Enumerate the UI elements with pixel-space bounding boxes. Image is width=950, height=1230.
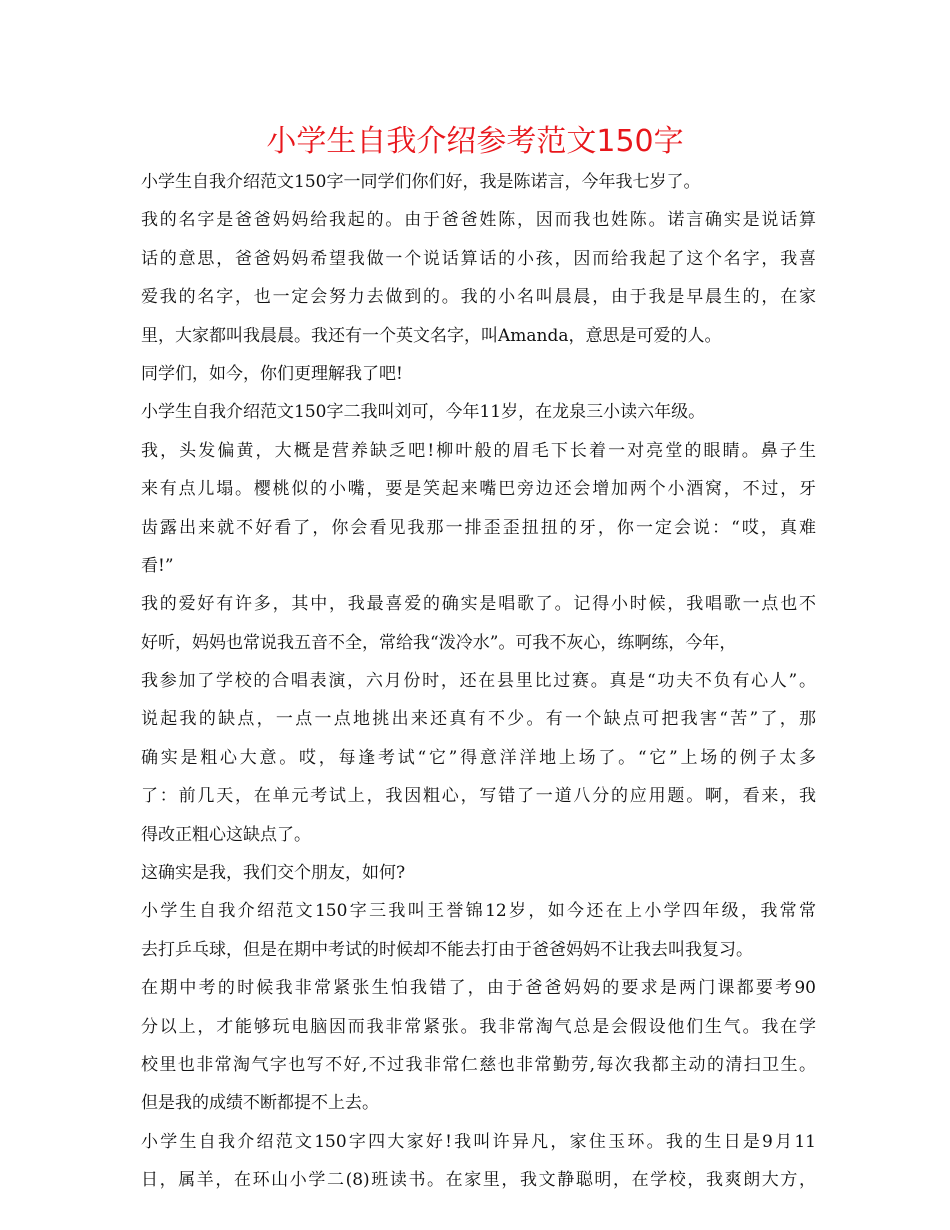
text-line: 同学们，如今，你们更理解我了吧! [141,363,403,384]
text-line: 我的名字是爸爸妈妈给我起的。由于爸爸姓陈，因而我也姓陈。诺言确实是说话算 [141,210,816,231]
text-line: 小学生自我介绍范文150字三我叫王誉锦12岁，如今还在上小学四年级，我常常 [141,901,816,922]
text-line: 看!” [141,555,174,576]
text-line: 我的爱好有许多，其中，我最喜爱的确实是唱歌了。记得小时候，我唱歌一点也不 [141,594,816,615]
text-line: 去打乒乓球，但是在期中考试的时候却不能去打由于爸爸妈妈不让我去叫我复习。 [141,939,753,960]
text-line: 分以上，才能够玩电脑因而我非常紧张。我非常淘气总是会假设他们生气。我在学 [141,1016,816,1037]
text-line: 小学生自我介绍范文150字四大家好!我叫许异凡，家住玉环。我的生日是9月11 [141,1131,816,1152]
text-line: 日，属羊，在环山小学二(8)班读书。在家里，我文静聪明，在学校，我爽朗大方， [141,1170,816,1191]
text-line: 爱我的名字，也一定会努力去做到的。我的小名叫晨晨，由于我是早晨生的，在家 [141,287,816,308]
text-line: 小学生自我介绍范文150字二我叫刘可，今年11岁，在龙泉三小读六年级。 [141,402,706,423]
text-line: 来有点儿塌。樱桃似的小嘴，要是笑起来嘴巴旁边还会增加两个小酒窝，不过，牙 [141,479,816,500]
text-line: 我，头发偏黄，大概是营养缺乏吧!柳叶般的眉毛下长着一对亮堂的眼睛。鼻子生 [141,440,816,461]
text-line: 校里也非常淘气字也写不好,不过我非常仁慈也非常勤劳,每次我都主动的清扫卫生。 [141,1054,816,1075]
text-line: 我参加了学校的合唱表演，六月份时，还在县里比过赛。真是“功夫不负有心人”。 [141,671,816,692]
text-line: 齿露出来就不好看了，你会看见我那一排歪歪扭扭的牙，你一定会说：“哎，真难 [141,517,816,538]
text-line: 好听，妈妈也常说我五音不全，常给我“泼冷水”。可我不灰心，练啊练，今年， [141,632,737,653]
document-body [141,163,816,1200]
text-line: 在期中考的时候我非常紧张生怕我错了，由于爸爸妈妈的要求是两门课都要考90 [141,978,816,999]
text-line: 得改正粗心这缺点了。 [141,824,311,845]
text-line: 了：前几天，在单元考试上，我因粗心，写错了一道八分的应用题。啊，看来，我 [141,786,816,807]
text-line: 确实是粗心大意。哎，每逢考试“它”得意洋洋地上场了。“它”上场的例子太多 [141,747,816,768]
text-line: 小学生自我介绍范文150字一同学们你们好，我是陈诺言，今年我七岁了。 [141,172,701,192]
text-line: 话的意思，爸爸妈妈希望我做一个说话算话的小孩，因而给我起了这个名字，我喜 [141,248,816,269]
text-line: 里，大家都叫我晨晨。我还有一个英文名字，叫Amanda，意思是可爱的人。 [141,325,722,346]
text-line: 这确实是我，我们交个朋友，如何? [141,863,406,884]
text-line: 但是我的成绩不断都提不上去。 [141,1093,379,1114]
document-title: 小学生自我介绍参考范文150字 [266,124,684,159]
text-line: 说起我的缺点，一点一点地挑出来还真有不少。有一个缺点可把我害“苦”了，那 [141,709,816,730]
